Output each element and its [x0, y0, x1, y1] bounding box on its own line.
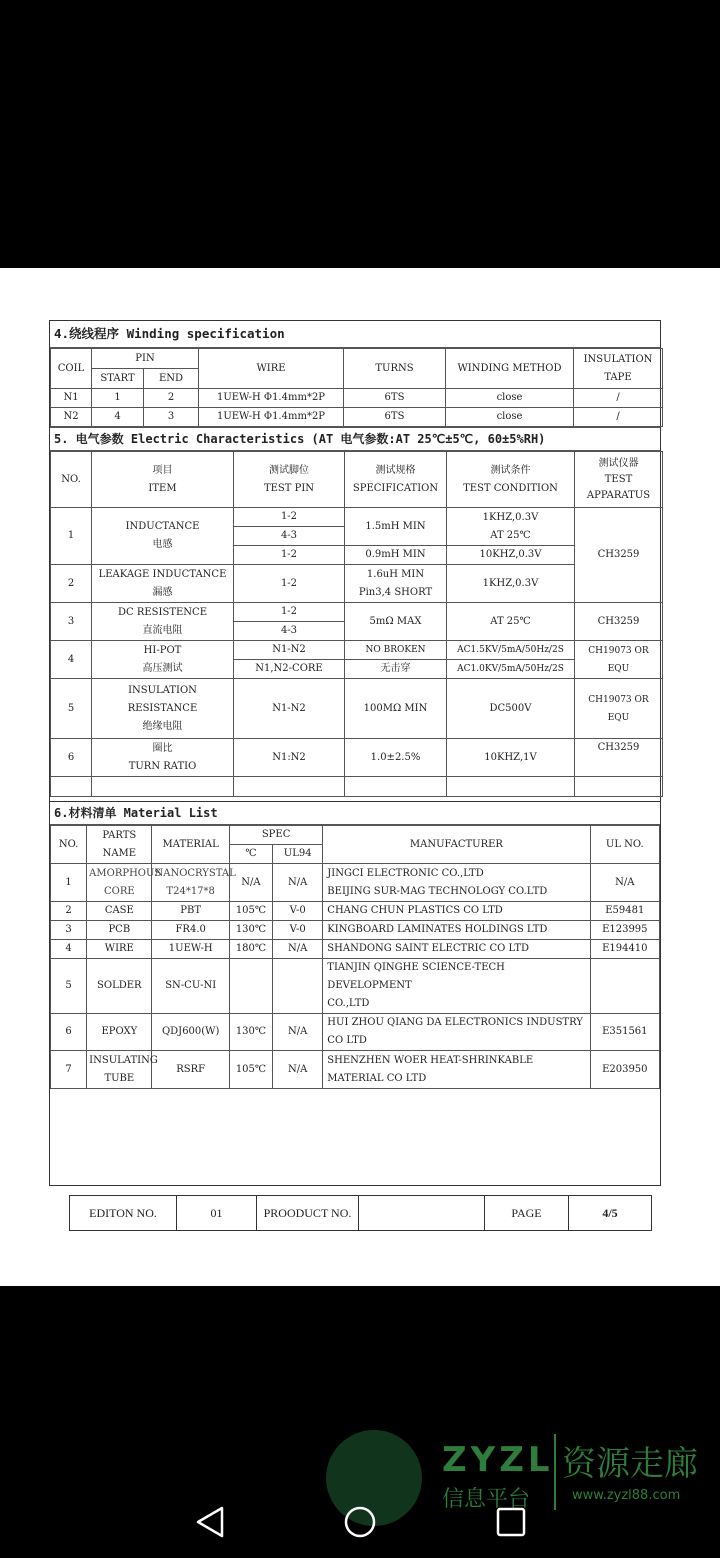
item-cell — [92, 565, 234, 603]
watermark-divider — [554, 1434, 556, 1510]
empty-cell — [92, 777, 234, 797]
cond-cell: AC1.0KV/5mA/50Hz/2S — [447, 660, 575, 679]
manufacturer-line: TIANJIN QINGHE SCIENCE-TECH DEVELOPMENT — [327, 962, 505, 991]
document-footer — [69, 1195, 652, 1231]
ul94-cell: N/A — [273, 940, 323, 959]
app-line: EQU — [607, 663, 630, 674]
no-header: NO. — [51, 452, 92, 508]
no-cell: 1 — [51, 864, 87, 902]
app-header-cn: 测试仪器 — [598, 457, 639, 469]
pin-cell: 1-2 — [234, 508, 345, 527]
electric-title: 5. 电气参数 Electric Characteristics (AT 电气参数:AT 25℃±5℃, 60±5%RH) — [50, 427, 660, 451]
insulation-cell: / — [574, 389, 663, 408]
item-cn: 直流电阻 — [142, 624, 183, 636]
item-cn: 绝缘电阻 — [142, 720, 183, 732]
item-header-cn: 项目 — [152, 464, 173, 476]
material-header: MATERIAL — [152, 826, 229, 864]
item-cell — [92, 641, 234, 679]
table-row — [51, 921, 660, 940]
pin-header: PIN — [92, 349, 199, 369]
temp-cell: 105℃ — [229, 902, 272, 921]
winding-table — [50, 348, 663, 427]
manufacturer-cell: SHANDONG SAINT ELECTRIC CO LTD — [323, 940, 590, 959]
no-cell: 5 — [51, 959, 87, 1014]
pin-cell: 4-3 — [234, 622, 345, 641]
temp-cell: 130℃ — [229, 1014, 272, 1051]
parts-cell: INSULATING TUBE — [87, 1051, 152, 1089]
material-cell: PBT — [152, 902, 229, 921]
table-row — [51, 508, 663, 527]
manufacturer-line: SHENZHEN WOER HEAT-SHRINKABLE — [327, 1054, 534, 1066]
spec-header-cn: 测试规格 — [375, 464, 416, 476]
item-header-en: ITEM — [148, 482, 177, 494]
watermark-url: www.zyzl88.com — [572, 1488, 681, 1503]
pin-cell: 4-3 — [234, 527, 345, 546]
spec-cell: 100MΩ MIN — [345, 679, 447, 739]
cond-cell: 10KHZ,1V — [447, 739, 575, 777]
temp-cell: 180℃ — [229, 940, 272, 959]
manufacturer-cell: CHANG CHUN PLASTICS CO LTD — [323, 902, 590, 921]
no-cell: 1 — [51, 508, 92, 565]
material-cell: SN-CU-NI — [152, 959, 229, 1014]
temp-header: ℃ — [229, 845, 272, 864]
cond-cell: AT 25℃ — [447, 603, 575, 641]
page-label: PAGE — [485, 1196, 569, 1231]
manufacturer-line: BEIJING SUR-MAG TECHNOLOGY CO.LTD — [327, 885, 548, 897]
cond-header-cn: 测试条件 — [490, 464, 531, 476]
spec-sheet — [49, 320, 661, 1186]
material-cell: RSRF — [152, 1051, 229, 1089]
spec-line: 1.6uH MIN — [366, 568, 425, 580]
item-cn: 漏感 — [152, 586, 173, 598]
table-row — [51, 408, 663, 427]
spec-cell: 0.9mH MIN — [345, 546, 447, 565]
app-header-en: TEST APPARATUS — [586, 473, 651, 501]
table-row — [51, 864, 660, 902]
product-label: PROODUCT NO. — [257, 1196, 359, 1231]
app-line: CH19073 OR — [588, 694, 649, 705]
ul94-cell — [273, 959, 323, 1014]
cond-cell: 1KHZ,0.3V — [447, 565, 575, 603]
table-row — [51, 389, 663, 408]
manufacturer-cell: HUI ZHOU QIANG DA ELECTRONICS INDUSTRY CO LTD — [323, 1014, 590, 1051]
no-cell: 2 — [51, 565, 92, 603]
item-cell — [92, 679, 234, 739]
temp-cell — [229, 959, 272, 1014]
spec-cell: 5mΩ MAX — [345, 603, 447, 641]
material-title: 6.材料清单 Material List — [50, 801, 660, 825]
no-cell: 3 — [51, 603, 92, 641]
parts-cell: AMORPHOUS CORE — [87, 864, 152, 902]
pin-cell: 1-2 — [234, 546, 345, 565]
temp-cell: 105℃ — [229, 1051, 272, 1089]
item-cn: 圈比 — [152, 742, 173, 754]
no-cell: 5 — [51, 679, 92, 739]
item-cell — [92, 603, 234, 641]
manufacturer-cell: KINGBOARD LAMINATES HOLDINGS LTD — [323, 921, 590, 940]
parts-cell: SOLDER — [87, 959, 152, 1014]
parts-cell: WIRE — [87, 940, 152, 959]
table-row — [51, 679, 663, 739]
wire-header: WIRE — [199, 349, 344, 389]
ul-header: UL NO. — [590, 826, 659, 864]
coil-cell: N1 — [51, 389, 92, 408]
watermark-cn1: 信息平台 — [442, 1487, 531, 1512]
parts-cell: PCB — [87, 921, 152, 940]
insulation-cell: / — [574, 408, 663, 427]
no-cell: 6 — [51, 739, 92, 777]
manufacturer-line: CO.,LTD — [327, 998, 370, 1009]
start-cell: 1 — [92, 389, 144, 408]
parts-cell: EPOXY — [87, 1014, 152, 1051]
pin-cell: N1-N2 — [234, 641, 345, 660]
material-table — [50, 825, 660, 1089]
empty-cell — [234, 777, 345, 797]
item-en: DC RESISTENCE — [118, 606, 207, 618]
pin-cell: 1-2 — [234, 565, 345, 603]
spec-header — [345, 452, 447, 508]
start-cell: 4 — [92, 408, 144, 427]
ul-cell — [590, 959, 659, 1014]
item-en: INDUCTANCE — [125, 521, 200, 532]
app-line: CH19073 OR — [588, 645, 649, 656]
coil-header: COIL — [51, 349, 92, 389]
turns-cell: 6TS — [344, 408, 446, 427]
app-cell: CH3259 — [575, 739, 663, 777]
method-cell: close — [446, 408, 574, 427]
turns-header: TURNS — [344, 349, 446, 389]
wire-cell: 1UEW-H Φ1.4mm*2P — [199, 408, 344, 427]
cond-cell — [447, 508, 575, 546]
item-en: TURN RATIO — [128, 760, 197, 772]
ul94-cell: N/A — [273, 864, 323, 902]
back-icon[interactable] — [194, 1505, 228, 1539]
manufacturer-cell — [323, 959, 590, 1014]
spec-header-en: SPECIFICATION — [352, 482, 439, 494]
parts-header: PARTS NAME — [87, 826, 152, 864]
cond-cell: AC1.5KV/5mA/50Hz/2S — [447, 641, 575, 660]
pin-cell: N1,N2-CORE — [234, 660, 345, 679]
no-cell: 4 — [51, 641, 92, 679]
table-row — [51, 739, 663, 777]
temp-cell: 130℃ — [229, 921, 272, 940]
item-cell — [92, 739, 234, 777]
winding-title: 4.绕线程序 Winding specification — [50, 321, 660, 348]
item-en: INSULATION RESISTANCE — [127, 684, 198, 714]
table-row — [51, 641, 663, 660]
watermark-latin: ZYZL — [442, 1440, 554, 1480]
manufacturer-cell — [323, 864, 590, 902]
pin-cell: N1-N2 — [234, 679, 345, 739]
material-cell: FR4.0 — [152, 921, 229, 940]
table-row — [51, 565, 663, 603]
no-cell: 3 — [51, 921, 87, 940]
recent-apps-icon[interactable] — [494, 1505, 528, 1539]
table-row — [51, 940, 660, 959]
end-header: END — [144, 369, 199, 389]
pin-header-cn: 测试脚位 — [269, 464, 309, 476]
app-cell: CH3259 — [575, 603, 663, 641]
ul-cell: N/A — [590, 864, 659, 902]
manufacturer-line: MATERIAL CO LTD — [327, 1072, 427, 1084]
home-icon[interactable] — [343, 1505, 377, 1539]
edition-value: 01 — [177, 1196, 257, 1231]
spec-line: Pin3,4 SHORT — [358, 586, 433, 598]
cond-line: 1KHZ,0.3V — [482, 511, 539, 523]
method-cell: close — [446, 389, 574, 408]
empty-cell — [447, 777, 575, 797]
ul94-cell: V-0 — [273, 902, 323, 921]
electric-table — [50, 451, 663, 797]
ul94-header: UL94 — [273, 845, 323, 864]
material-cell: QDJ600(W) — [152, 1014, 229, 1051]
no-header: NO. — [51, 826, 87, 864]
page-value: 4/5 — [569, 1196, 652, 1231]
cond-cell: 10KHZ,0.3V — [447, 546, 575, 565]
ul-cell: E351561 — [590, 1014, 659, 1051]
ul-cell: E203950 — [590, 1051, 659, 1089]
pin-header — [234, 452, 345, 508]
electric-section — [50, 427, 660, 797]
spec-cell — [345, 565, 447, 603]
app-header — [575, 452, 663, 508]
spec-header: SPEC — [229, 826, 322, 845]
empty-row — [51, 777, 663, 797]
table-row — [51, 959, 660, 1014]
method-header: WINDING METHOD — [446, 349, 574, 389]
manufacturer-header: MANUFACTURER — [323, 826, 590, 864]
end-cell: 3 — [144, 408, 199, 427]
pin-cell: 1-2 — [234, 603, 345, 622]
table-row — [51, 902, 660, 921]
material-cell: 1UEW-H — [152, 940, 229, 959]
turns-cell: 6TS — [344, 389, 446, 408]
pin-header-en: TEST PIN — [263, 482, 315, 494]
cond-header-en: TEST CONDITION — [463, 482, 558, 494]
winding-section — [50, 321, 660, 427]
cond-line: AT 25℃ — [490, 529, 531, 541]
ul-cell: E59481 — [590, 902, 659, 921]
material-section — [50, 801, 660, 1089]
watermark-cn2: 资源走廊 — [562, 1444, 698, 1484]
no-cell: 6 — [51, 1014, 87, 1051]
ul94-cell: V-0 — [273, 921, 323, 940]
cond-header — [447, 452, 575, 508]
app-cell — [575, 641, 663, 679]
ul94-cell: N/A — [273, 1051, 323, 1089]
spec-cell: NO BROKEN — [345, 641, 447, 660]
empty-cell — [345, 777, 447, 797]
item-cn: 高压测试 — [142, 662, 183, 674]
coil-cell: N2 — [51, 408, 92, 427]
empty-cell — [575, 777, 663, 797]
temp-cell: N/A — [229, 864, 272, 902]
manufacturer-line: JINGCI ELECTRONIC CO.,LTD — [327, 867, 484, 879]
parts-cell: CASE — [87, 902, 152, 921]
edition-label: EDITON NO. — [70, 1196, 177, 1231]
end-cell: 2 — [144, 389, 199, 408]
pin-cell: N1:N2 — [234, 739, 345, 777]
app-cell: CH3259 — [575, 508, 663, 603]
item-en: HI-POT — [143, 644, 182, 656]
no-cell: 7 — [51, 1051, 87, 1089]
ul94-cell: N/A — [273, 1014, 323, 1051]
item-en: LEAKAGE INDUCTANCE — [98, 568, 227, 580]
table-row — [51, 603, 663, 622]
table-row — [51, 1014, 660, 1051]
ul-cell: E194410 — [590, 940, 659, 959]
app-cell — [575, 679, 663, 739]
spec-cell: 1.0±2.5% — [345, 739, 447, 777]
no-cell: 2 — [51, 902, 87, 921]
empty-cell — [51, 777, 92, 797]
app-line: EQU — [607, 712, 630, 723]
no-cell: 4 — [51, 940, 87, 959]
table-row — [51, 1051, 660, 1089]
product-value — [359, 1196, 485, 1231]
manufacturer-cell — [323, 1051, 590, 1089]
wire-cell: 1UEW-H Φ1.4mm*2P — [199, 389, 344, 408]
insulation-header: INSULATION TAPE — [574, 349, 663, 389]
item-cell — [92, 508, 234, 565]
spec-cell: 无击穿 — [345, 660, 447, 679]
start-header: START — [92, 369, 144, 389]
item-cn: 电感 — [152, 539, 173, 550]
ul-cell: E123995 — [590, 921, 659, 940]
spec-cell: 1.5mH MIN — [345, 508, 447, 546]
cond-cell: DC500V — [447, 679, 575, 739]
material-cell: NANOCRYSTAL T24*17*8 — [152, 864, 229, 902]
item-header — [92, 452, 234, 508]
